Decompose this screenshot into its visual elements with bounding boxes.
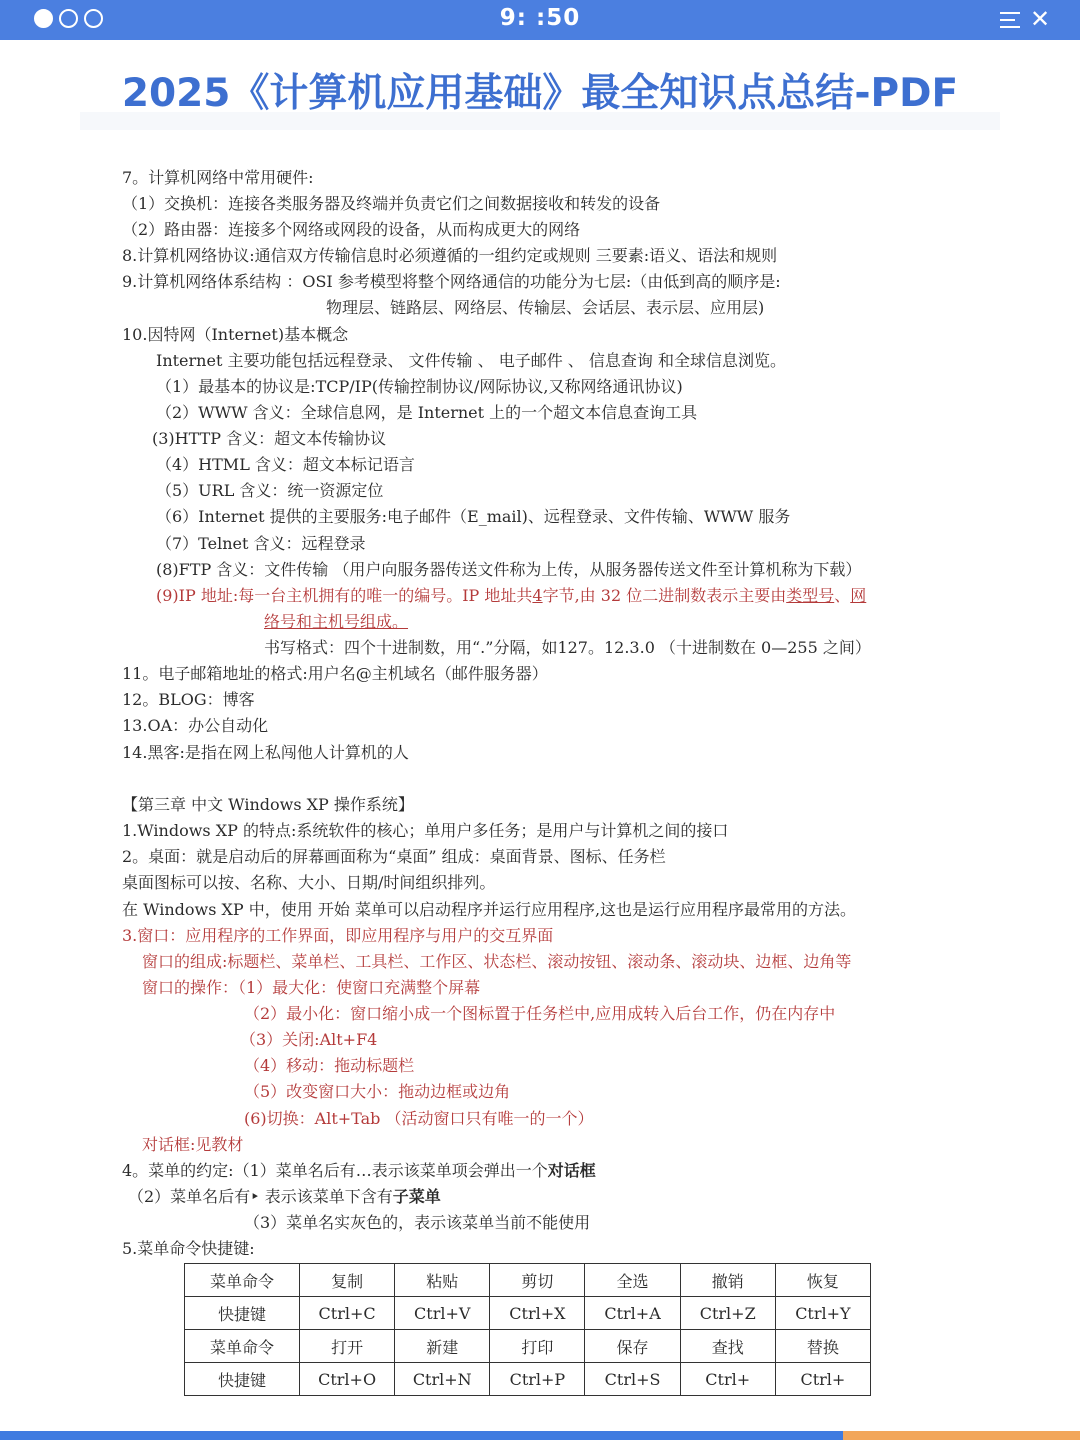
text-line: 7。计算机网络中常用硬件: [122, 168, 314, 187]
menu-icon[interactable] [1000, 11, 1020, 29]
text-line: （2）WWW 含义：全球信息网，是 Internet 上的一个超文本信息查询工具 [156, 403, 698, 422]
table-cell: 菜单命令 [185, 1330, 300, 1363]
table-cell: 剪切 [490, 1264, 585, 1297]
table-cell: Ctrl+V [395, 1297, 490, 1330]
text-line: 对话框:见教材 [142, 1135, 244, 1154]
text-line: 9.计算机网络体系结构 ：OSI 参考模型将整个网络通信的功能分为七层:（由低到高的顺序是: [122, 272, 781, 291]
text-line: 8.计算机网络协议:通信双方传输信息时必须遵循的一组约定或规则 三要素:语义、语法和规则 [122, 246, 778, 265]
text-line: 5.菜单命令快捷键: [122, 1239, 255, 1258]
page-title: 2025《计算机应用基础》最全知识点总结-PDF [121, 71, 959, 116]
text-line: （6）Internet 提供的主要服务:电子邮件（E_mail)、远程登录、文件传输、WWW 服务 [156, 507, 791, 526]
text-line: 物理层、链路层、网络层、传输层、会话层、表示层、应用层) [326, 298, 765, 317]
table-cell: 替换 [775, 1330, 870, 1363]
table-cell: Ctrl+S [585, 1363, 680, 1396]
text-line: （5）URL 含义：统一资源定位 [156, 481, 384, 500]
table-row [185, 1264, 871, 1297]
text-line: （2）路由器：连接多个网络或网段的设备，从而构成更大的网络 [122, 220, 581, 239]
status-time: 9: :50 [499, 5, 581, 31]
table-cell: Ctrl+P [490, 1363, 585, 1396]
text-line: （1）交换机：连接各类服务器及终端并负责它们之间数据接收和转发的设备 [122, 194, 661, 213]
table-cell: 新建 [395, 1330, 490, 1363]
table-cell: 菜单命令 [185, 1264, 300, 1297]
text-line [122, 1161, 596, 1181]
text-span: 、 [834, 586, 851, 605]
text-span: 4 [532, 586, 543, 605]
table-row [185, 1330, 871, 1363]
text-span: 类型号 [786, 586, 835, 605]
text-line: 窗口的组成:标题栏、菜单栏、工具栏、工作区、状态栏、滚动按钮、滚动条、滚动块、边框、边角等 [142, 952, 852, 971]
table-cell: Ctrl+N [395, 1363, 490, 1396]
text-line: （4）移动：拖动标题栏 [244, 1056, 415, 1075]
table-cell: Ctrl+ [775, 1363, 870, 1396]
chapter-heading: 【第三章 中文 Windows XP 操作系统】 [122, 795, 414, 814]
text-span-bold: 对话框 [547, 1161, 596, 1180]
shortcut-table [184, 1263, 871, 1396]
close-icon[interactable]: ✕ [1030, 5, 1051, 33]
text-line: 10.因特网（Internet)基本概念 [122, 325, 349, 344]
text-line: 2。桌面：就是启动后的屏幕画面称为“桌面” 组成：桌面背景、图标、任务栏 [122, 847, 666, 866]
table-cell: Ctrl+A [585, 1297, 680, 1330]
text-line [128, 1187, 441, 1207]
text-span: (9)IP 地址:每一台主机拥有的唯一的编号。IP 地址共 [156, 586, 533, 605]
text-span: 字节,由 32 位二进制数表示主要由 [542, 586, 787, 605]
text-line: 11。电子邮箱地址的格式:用户名@主机域名（邮件服务器） [122, 664, 548, 683]
text-span-bold: 子菜单 [392, 1187, 441, 1206]
table-cell: Ctrl+ [680, 1363, 775, 1396]
text-span: （2）菜单名后有 [128, 1187, 251, 1206]
table-cell: Ctrl+Y [775, 1297, 870, 1330]
table-cell: 快捷键 [185, 1363, 300, 1396]
top-bar [0, 0, 1080, 40]
table-cell: 复制 [300, 1264, 395, 1297]
text-span: 表示该菜单下含有 [259, 1187, 393, 1206]
text-line: 桌面图标可以按、名称、大小、日期/时间组织排列。 [122, 873, 496, 892]
table-cell: 快捷键 [185, 1297, 300, 1330]
text-span: 4。菜单的约定:（1）菜单名后有…表示该菜单项会弹出一个 [122, 1161, 548, 1180]
text-line: Internet 主要功能包括远程登录、 文件传输 、 电子邮件 、 信息查询 和全球信息浏览。 [156, 351, 786, 370]
text-line: 12。BLOG：博客 [122, 690, 255, 709]
table-cell: 撤销 [680, 1264, 775, 1297]
text-line: （3）关闭:Alt+F4 [240, 1030, 378, 1049]
table-cell: 查找 [680, 1330, 775, 1363]
table-cell: Ctrl+O [300, 1363, 395, 1396]
text-line: 3.窗口：应用程序的工作界面，即应用程序与用户的交互界面 [122, 926, 554, 945]
table-cell: 粘贴 [395, 1264, 490, 1297]
table-cell: 恢复 [775, 1264, 870, 1297]
text-line-ip [156, 586, 866, 606]
text-line: 13.OA：办公自动化 [122, 716, 269, 735]
text-line: （7）Telnet 含义：远程登录 [156, 534, 366, 553]
table-cell: 打开 [300, 1330, 395, 1363]
text-line: （2）最小化：窗口缩小成一个图标置于任务栏中,应用成转入后台工作，仍在内存中 [244, 1004, 836, 1023]
bottom-bar-blue [0, 1431, 843, 1440]
table-cell: 保存 [585, 1330, 680, 1363]
text-line: 书写格式：四个十进制数，用“.”分隔，如127。12.3.0 （十进制数在 0—255 之间） [264, 638, 871, 657]
text-line: (3)HTTP 含义：超文本传输协议 [152, 429, 387, 448]
text-line: 1.Windows XP 的特点:系统软件的核心；单用户多任务；是用户与计算机之间的接口 [122, 821, 729, 840]
text-line: （3）菜单名实灰色的，表示该菜单当前不能使用 [244, 1213, 591, 1232]
text-line: 窗口的操作：（1）最大化：使窗口充满整个屏幕 [142, 978, 481, 997]
text-span: 网 [850, 586, 867, 605]
text-line: （1）最基本的协议是:TCP/IP(传输控制协议/网际协议,又称网络通讯协议) [156, 377, 683, 396]
text-line: 在 Windows XP 中，使用 开始 菜单可以启动程序并运行应用程序,这也是运行应用程序最常用的方法。 [122, 900, 857, 919]
table-cell: 全选 [585, 1264, 680, 1297]
table-row [185, 1297, 871, 1330]
bottom-bar-orange [843, 1431, 1080, 1440]
table-cell: Ctrl+C [300, 1297, 395, 1330]
text-line: （5）改变窗口大小：拖动边框或边角 [244, 1082, 511, 1101]
table-row [185, 1363, 871, 1396]
submenu-arrow-icon: ‣ [250, 1187, 260, 1206]
text-line: (8)FTP 含义：文件传输 （用户向服务器传送文件称为上传，从服务器传送文件至计算机称为下载） [156, 560, 862, 579]
table-cell: 打印 [490, 1330, 585, 1363]
text-line: 14.黑客:是指在网上私闯他人计算机的人 [122, 743, 409, 762]
table-cell: Ctrl+X [490, 1297, 585, 1330]
text-line: （4）HTML 含义：超文本标记语言 [156, 455, 415, 474]
text-line: (6)切换：Alt+Tab （活动窗口只有唯一的一个） [244, 1109, 594, 1128]
table-cell: Ctrl+Z [680, 1297, 775, 1330]
text-line: 络号和主机号组成。 [264, 612, 409, 631]
